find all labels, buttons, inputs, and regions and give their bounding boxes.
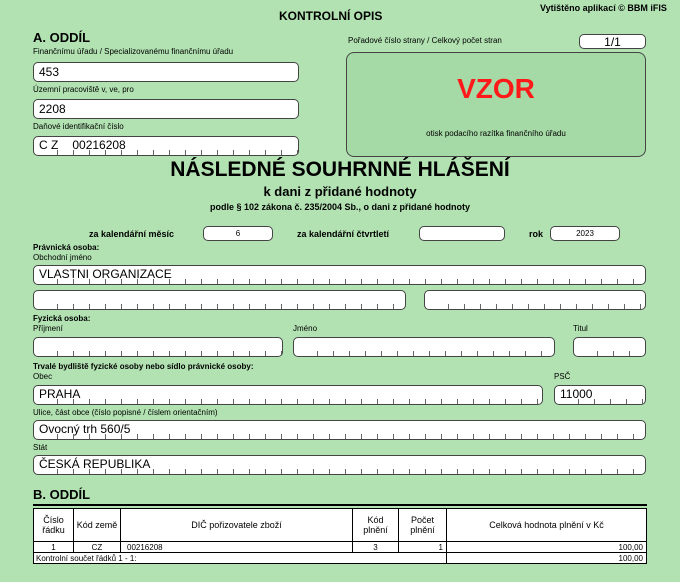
supply-count-cell: 1	[399, 542, 447, 553]
checksum-row	[34, 553, 647, 564]
printed-by: Vytištěno aplikací © BBM iFIS	[540, 3, 667, 13]
tax-id-field[interactable]	[33, 136, 299, 156]
surname-field[interactable]	[33, 337, 283, 357]
tax-id-label: Daňové identifikační číslo	[33, 122, 124, 131]
month-label: za kalendářní měsíc	[89, 229, 175, 239]
firstname-label: Jméno	[293, 324, 318, 333]
checksum-value: 100,00	[447, 553, 647, 564]
section-a-heading: A. ODDÍL	[33, 30, 91, 45]
form-law: podle § 102 zákona č. 235/2004 Sb., o dani z přidané hodnoty	[209, 202, 471, 212]
table-row	[34, 542, 647, 553]
stamp-box	[346, 52, 646, 157]
col-header-total-value: Celková hodnota plnění v Kč	[447, 509, 647, 542]
business-name-field[interactable]: VLASTNI ORGANIZACE	[33, 265, 646, 285]
business-name-label: Obchodní jméno	[33, 253, 92, 262]
tax-id-prefix: C Z	[39, 138, 59, 152]
stamp-text: VZOR	[457, 73, 535, 104]
supply-code-cell: 3	[353, 542, 399, 553]
territorial-field[interactable]: 2208	[33, 99, 299, 119]
business-name-line2-field[interactable]	[33, 290, 406, 310]
section-b-divider	[33, 504, 647, 506]
legal-person-heading: Právnická osoba:	[33, 243, 100, 252]
row-number-cell: 1	[34, 542, 74, 553]
form-subtitle: k dani z přidané hodnoty	[263, 184, 417, 199]
section-b-heading: B. ODDÍL	[33, 487, 91, 502]
zip-field[interactable]: 11000	[554, 385, 646, 405]
financial-office-label: Finančnímu úřadu / Specializovanému finančnímu úřadu	[33, 47, 234, 56]
quarter-label: za kalendářní čtvrtletí	[297, 229, 390, 239]
country-label: Stát	[33, 443, 48, 452]
country-code-cell: CZ	[74, 542, 121, 553]
country-field[interactable]: ČESKÁ REPUBLIKA	[33, 455, 646, 475]
dic-cell: 00216208	[121, 542, 353, 553]
business-name-line3-field[interactable]	[424, 290, 646, 310]
checksum-label: Kontrolní součet řádků 1 - 1:	[34, 553, 447, 564]
city-label: Obec	[33, 372, 53, 381]
quarter-field[interactable]	[419, 226, 505, 241]
natural-person-heading: Fyzická osoba:	[33, 314, 91, 323]
firstname-field[interactable]	[293, 337, 555, 357]
page-number-field[interactable]: 1/1	[579, 34, 646, 49]
city-field[interactable]: PRAHA	[33, 385, 543, 405]
col-header-country-code: Kód země	[74, 509, 121, 542]
page-title: KONTROLNÍ OPIS	[279, 9, 383, 23]
col-header-dic: DIČ pořizovatele zboží	[121, 509, 353, 542]
surname-label: Příjmení	[33, 324, 63, 333]
year-field[interactable]: 2023	[550, 226, 620, 241]
financial-office-field[interactable]: 453	[33, 62, 299, 82]
form-title: NÁSLEDNÉ SOUHRNNÉ HLÁŠENÍ	[170, 158, 510, 181]
page-number-label: Pořadové číslo strany / Celkový počet stran	[348, 36, 502, 45]
col-header-row-number: Číslo řádku	[34, 509, 74, 542]
month-field[interactable]: 6	[203, 226, 273, 241]
address-heading: Trvalé bydliště fyzické osoby nebo sídlo právnické osoby:	[33, 362, 254, 371]
territorial-label: Územní pracoviště v, ve, pro	[33, 85, 134, 94]
declarations-table	[33, 508, 647, 564]
tax-id-value: 00216208	[72, 138, 126, 152]
col-header-supply-count: Počet plnění	[399, 509, 447, 542]
total-value-cell: 100,00	[447, 542, 647, 553]
col-header-supply-code: Kód plnění	[353, 509, 399, 542]
street-field[interactable]: Ovocný trh 560/5	[33, 420, 646, 440]
stamp-caption: otisk podacího razítka finančního úřadu	[426, 129, 566, 138]
title-field[interactable]	[573, 337, 646, 357]
zip-label: PSČ	[554, 372, 571, 381]
year-label: rok	[529, 229, 544, 239]
street-label: Ulice, část obce (číslo popisné / číslem orientačním)	[33, 408, 218, 417]
title-label: Titul	[573, 324, 588, 333]
